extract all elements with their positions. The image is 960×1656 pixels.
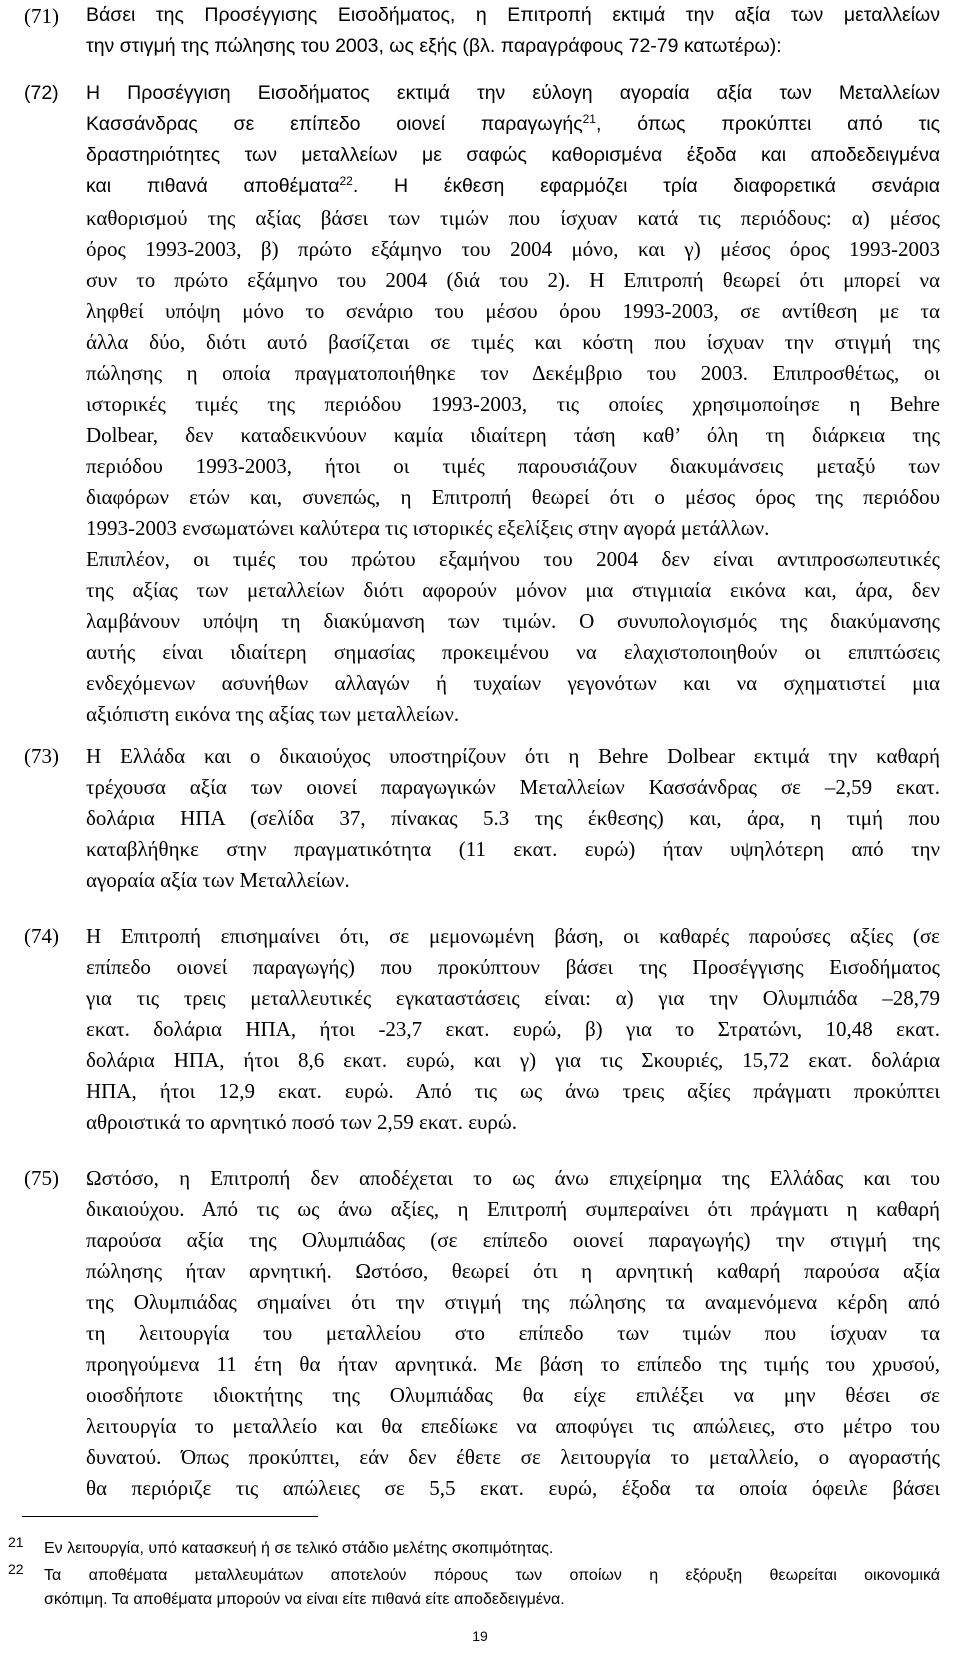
footnote-number: 22 [8,1561,24,1577]
paragraph-line: 1993-2003 ενσωματώνει καλύτερα τις ιστορικές εξελίξεις στην αγορά μετάλλων. [86,516,770,540]
footnote-line: σκόπιμη. Τα αποθέματα μπορούν να είναι είτε πιθανά είτε αποδεδειγμένα. [44,1591,565,1608]
paragraph-line: αθροιστικά το αρνητικό ποσό των 2,59 εκατ. ευρώ. [86,1110,517,1134]
footnote-separator [22,1516,318,1517]
footnote-number: 21 [8,1534,24,1550]
paragraph-line: λαμβάνουν υπόψη τη διακύμανση των τιμών. Ο συνυπολογισμός της διακύμανσης [86,609,940,633]
page-number: 19 [472,1628,488,1644]
paragraph-number: (75) [24,1166,59,1190]
paragraph-line: Η Προσέγγιση Εισοδήματος εκτιμά την εύλογη αγοραία αξία των Μεταλλείων [86,82,940,104]
paragraph-line: δολάρια ΗΠΑ, ήτοι 8,6 εκατ. ευρώ, και γ) για τις Σκουριές, 15,72 εκατ. δολάρια [86,1048,940,1072]
paragraph-line: ληφθεί υπόψη μόνο το σενάριο του μέσου όρου 1993-2003, σε αντίθεση με τα [86,299,940,323]
paragraph-line: Dolbear, δεν καταδεικνύουν καμία ιδιαίτερη τάση καθ’ όλη τη διάρκεια της [86,423,940,447]
paragraph-number: (71) [24,4,59,28]
paragraph-line: αυτής είναι ιδιαίτερη σημασίας προκειμένου να ελαχιστοποιηθούν οι επιπτώσεις [86,640,940,664]
paragraph-line: καταβλήθηκε στην πραγματικότητα (11 εκατ. ευρώ) ήταν υψηλότερη από την [86,837,940,861]
paragraph-line: καθορισμού της αξίας βάσει των τιμών που ίσχυαν κατά τις περιόδους: α) μέσος [86,206,940,230]
paragraph-line: για τις τρεις μεταλλευτικές εγκαταστάσεις είναι: α) για την Ολυμπιάδα –28,79 [86,986,940,1010]
paragraph-line: ιστορικές τιμές της περιόδου 1993-2003, τις οποίες χρησιμοποίησε η Behre [86,392,940,416]
paragraph-line: την στιγμή της πώλησης του 2003, ως εξής (βλ. παραγράφους 72-79 κατωτέρω): [86,35,782,57]
paragraph-line: τη λειτουργία του μεταλλείου στο επίπεδο των τιμών που ίσχυαν τα [86,1321,940,1345]
footnote-ref-22[interactable]: 22 [339,174,353,188]
paragraph-line: δικαιούχου. Από τις ως άνω αξίες, η Επιτροπή συμπεραίνει ότι πράγματι η καθαρή [86,1197,940,1221]
footnote-ref-21[interactable]: 21 [582,112,596,126]
footnote-line: Τα αποθέματα μεταλλευμάτων αποτελούν πόρους των οποίων η εξόρυξη θεωρείται οικονομικά [44,1567,940,1584]
paragraph-line: της Ολυμπιάδας σημαίνει ότι την στιγμή της πώλησης τα αναμενόμενα κέρδη από [86,1290,940,1314]
paragraph-line: Η Επιτροπή επισημαίνει ότι, σε μεμονωμένη βάση, οι καθαρές παρούσες αξίες (σε [86,924,940,948]
paragraph-line: εκατ. δολάρια ΗΠΑ, ήτοι -23,7 εκατ. ευρώ, β) για το Στρατώνι, 10,48 εκατ. [86,1017,940,1041]
paragraph-line: όρος 1993-2003, β) πρώτο εξάμηνο του 2004 μόνο, και γ) μέσος όρος 1993-2003 [86,237,940,261]
paragraph-line: περιόδου 1993-2003, ήτοι οι τιμές παρουσιάζουν διακυμάνσεις μεταξύ των [86,454,940,478]
paragraph-line: άλλα δύο, διότι αυτό βασίζεται σε τιμές και κόστη που ίσχυαν την στιγμή της [86,330,940,354]
paragraph-line: αξιόπιστη εικόνα της αξίας των μεταλλείων. [86,702,460,726]
paragraph-line: Επιπλέον, οι τιμές του πρώτου εξαμήνου του 2004 δεν είναι αντιπροσωπευτικές [86,547,940,571]
paragraph-line: διαφόρων ετών και, συνεπώς, η Επιτροπή θεωρεί ότι ο μέσος όρος της περιόδου [86,485,940,509]
paragraph-line: της αξίας των μεταλλείων διότι αφορούν μόνον μια στιγμιαία εικόνα και, άρα, δεν [86,578,940,602]
footnote-line: Εν λειτουργία, υπό κατασκευή ή σε τελικό στάδιο μελέτης σκοπιμότητας. [44,1540,554,1557]
paragraph-line: αγοραία αξία των Μεταλλείων. [86,868,350,892]
paragraph-line: Η Ελλάδα και ο δικαιούχος υποστηρίζουν ότι η Behre Dolbear εκτιμά την καθαρή [86,744,940,768]
paragraph-line: θα περιόριζε τις απώλειες σε 5,5 εκατ. ευρώ, έξοδα τα οποία όφειλε βάσει [86,1476,940,1500]
paragraph-line: Ωστόσο, η Επιτροπή δεν αποδέχεται το ως άνω επιχείρημα της Ελλάδας και του [86,1166,940,1190]
paragraph-line: ΗΠΑ, ήτοι 12,9 εκατ. ευρώ. Από τις ως άνω τρεις αξίες πράγματι προκύπτει [86,1079,940,1103]
paragraph-line: οιοσδήποτε ιδιοκτήτης της Ολυμπιάδας θα είχε επιλέξει να μην θέσει σε [86,1383,940,1407]
paragraph-line: συν το πρώτο εξάμηνο του 2004 (διά του 2). Η Επιτροπή θεωρεί ότι μπορεί να [86,268,940,292]
paragraph-line: Κασσάνδρας σε επίπεδο οιονεί παραγωγής$^{21}$, όπως προκύπτει από τις [86,112,940,135]
paragraph-line: τρέχουσα αξία των οιονεί παραγωγικών Μεταλλείων Κασσάνδρας σε –2,59 εκατ. [86,775,940,799]
paragraph-number: (74) [24,924,59,948]
paragraph-line: δολάρια ΗΠΑ (σελίδα 37, πίνακας 5.3 της έκθεσης) και, άρα, η τιμή που [86,806,940,830]
paragraph-number: (72) [24,82,59,104]
paragraph-line: δραστηριότητες των μεταλλείων με σαφώς καθορισμένα έξοδα και αποδεδειγμένα [86,144,940,166]
paragraph-line: λειτουργία το μεταλλείο και θα επεδίωκε να αποφύγει τις απώλειες, στο μέτρο του [86,1414,940,1438]
paragraph-line: πώλησης η οποία πραγματοποιήθηκε τον Δεκέμβριο του 2003. Επιπροσθέτως, οι [86,361,940,385]
paragraph-line: και πιθανά αποθέματα$^{22}$. Η έκθεση εφαρμόζει τρία διαφορετικά σενάρια [86,174,940,197]
paragraph-number: (73) [24,744,59,768]
paragraph-line: πώλησης ήταν αρνητική. Ωστόσο, θεωρεί ότι η αρνητική καθαρή παρούσα αξία [86,1259,940,1283]
paragraph-line: δυνατού. Όπως προκύπτει, εάν δεν έθετε σε λειτουργία το μεταλλείο, ο αγοραστής [86,1445,940,1469]
paragraph-line: παρούσα αξία της Ολυμπιάδας (σε επίπεδο οιονεί παραγωγής) την στιγμή της [86,1228,940,1252]
paragraph-line: επίπεδο οιονεί παραγωγής) που προκύπτουν βάσει της Προσέγγισης Εισοδήματος [86,955,940,979]
paragraph-line: προηγούμενα 11 έτη θα ήταν αρνητικά. Με βάση το επίπεδο της τιμής του χρυσού, [86,1352,940,1376]
paragraph-line: Βάσει της Προσέγγισης Εισοδήματος, η Επιτροπή εκτιμά την αξία των μεταλλείων [86,4,940,26]
paragraph-line: ενδεχόμενων ασυνήθων αλλαγών ή τυχαίων γεγονότων και να σχηματιστεί μια [86,671,940,695]
